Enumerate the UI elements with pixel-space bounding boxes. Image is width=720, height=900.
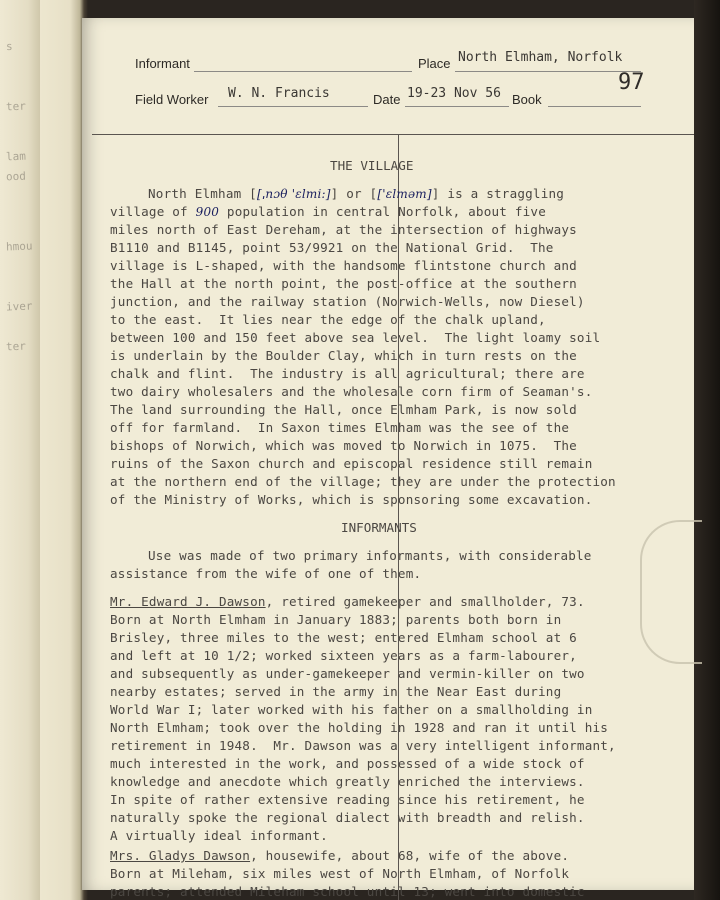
text-line: Brisley, three miles to the west; entered Elmham school at 6 [110,630,577,645]
text-line: at the northern end of the village; they are under the protection [110,474,616,489]
book-rule [548,106,641,107]
text-line: Born at Mileham, six miles west of North Elmham, of Norfolk [110,866,570,881]
place-value: North Elmham, Norfolk [458,50,623,65]
informant-1-name: Mr. Edward J. Dawson [110,594,266,609]
left-page-edge [0,0,40,900]
text-line: two dairy wholesalers and the wholesale corn firm of Seaman's. [110,384,593,399]
text-line: naturally spoke the regional dialect with breadth and relish. [110,810,585,825]
text-line: to the east. It lies near the edge of the chalk upland, [110,312,546,327]
text-line: nearby estates; served in the army in the Near East during [110,684,562,699]
population-note: 900 [195,205,220,219]
text-line: between 100 and 150 feet above sea level. The light loamy soil [110,330,601,345]
right-book-edge [694,0,720,900]
text-line: knowledge and anecdote which greatly enriched the interviews. [110,774,585,789]
text-line: off for farmland. In Saxon times Elmham was the see of the [110,420,570,435]
text-line: miles north of East Dereham, at the intersection of highways [110,222,577,237]
text-line: of the Ministry of Works, which is sponsoring some excavation. [110,492,593,507]
left-fragment: lam [5,149,27,164]
text-line: much interested in the work, and possessed of a wide stock of [110,756,585,771]
text-line: Mr. Edward J. Dawson, retired gamekeeper and smallholder, 73. [110,594,585,609]
informant-label: Informant [135,56,190,71]
informant-2-name: Mrs. Gladys Dawson [110,848,251,863]
text-line: ruins of the Saxon church and episcopal residence still remain [110,456,593,471]
header-divider [92,134,694,135]
informant-rule [194,71,412,72]
text-line: A virtually ideal informant. [110,828,328,843]
text-line: assistance from the wife of one of them. [110,566,422,581]
text-line: is underlain by the Boulder Clay, which in turn rests on the [110,348,577,363]
text-line: Mrs. Gladys Dawson, housewife, about 68, wife of the above. [110,848,570,863]
text-line: The land surrounding the Hall, once Elmham Park, is now sold [110,402,577,417]
text-line: parents; attended Mileham school until 13; went into domestic [110,884,585,899]
field-worker-value: W. N. Francis [228,86,330,101]
text-line: In spite of rather extensive reading since his retirement, he [110,792,585,807]
pronunciation-note-1: [ˌnɔθ 'ɛlmi:] [256,187,331,201]
text-line: World War I; later worked with his father on a smallholding in [110,702,593,717]
place-rule [455,71,641,72]
left-fragment: iver [5,299,33,314]
left-fragment: ter [5,99,27,114]
text-line: retirement in 1948. Mr. Dawson was a very intelligent informant, [110,738,616,753]
text-line: North Elmham [[ˌnɔθ 'ɛlmi:]] or [['ɛlməm]] is a straggling [148,186,565,201]
text-line: chalk and flint. The industry is all agricultural; there are [110,366,585,381]
left-fragment: hmou [5,239,33,254]
text-line: Born at North Elmham in January 1883; parents both born in [110,612,562,627]
date-rule [405,106,509,107]
place-label: Place [418,56,451,71]
left-fragment: ter [5,339,27,354]
village-heading: THE VILLAGE [330,158,414,173]
text-line: and left at 10 1/2; worked sixteen years as a farm-labourer, [110,648,577,663]
text-line: the Hall at the north point, the post-office at the southern [110,276,577,291]
pronunciation-note-2: ['ɛlməm] [377,187,432,201]
left-fragment: s [5,39,13,54]
paper-clip [640,520,702,664]
text-line: bishops of Norwich, which was moved to Norwich in 1075. The [110,438,577,453]
text-line: junction, and the railway station (Norwich-Wells, now Diesel) [110,294,585,309]
field-worker-rule [218,106,368,107]
text-line: North Elmham; took over the holding in 1928 and ran it until his [110,720,609,735]
text-line: village is L-shaped, with the handsome flintstone church and [110,258,577,273]
date-value: 19-23 Nov 56 [407,86,501,101]
page-number: 97 [618,70,645,95]
informants-heading: INFORMANTS [341,520,417,535]
date-label: Date [373,92,401,107]
book-label: Book [512,92,542,107]
left-fragment: ood [5,169,27,184]
text-line: Use was made of two primary informants, with considerable [148,548,592,563]
text-line: and subsequently as under-gamekeeper and vermin-killer on two [110,666,585,681]
text-line: B1110 and B1145, point 53/9921 on the National Grid. The [110,240,554,255]
field-worker-label: Field Worker [135,92,209,107]
text-line: village of 900 population in central Norfolk, about five [110,204,546,219]
